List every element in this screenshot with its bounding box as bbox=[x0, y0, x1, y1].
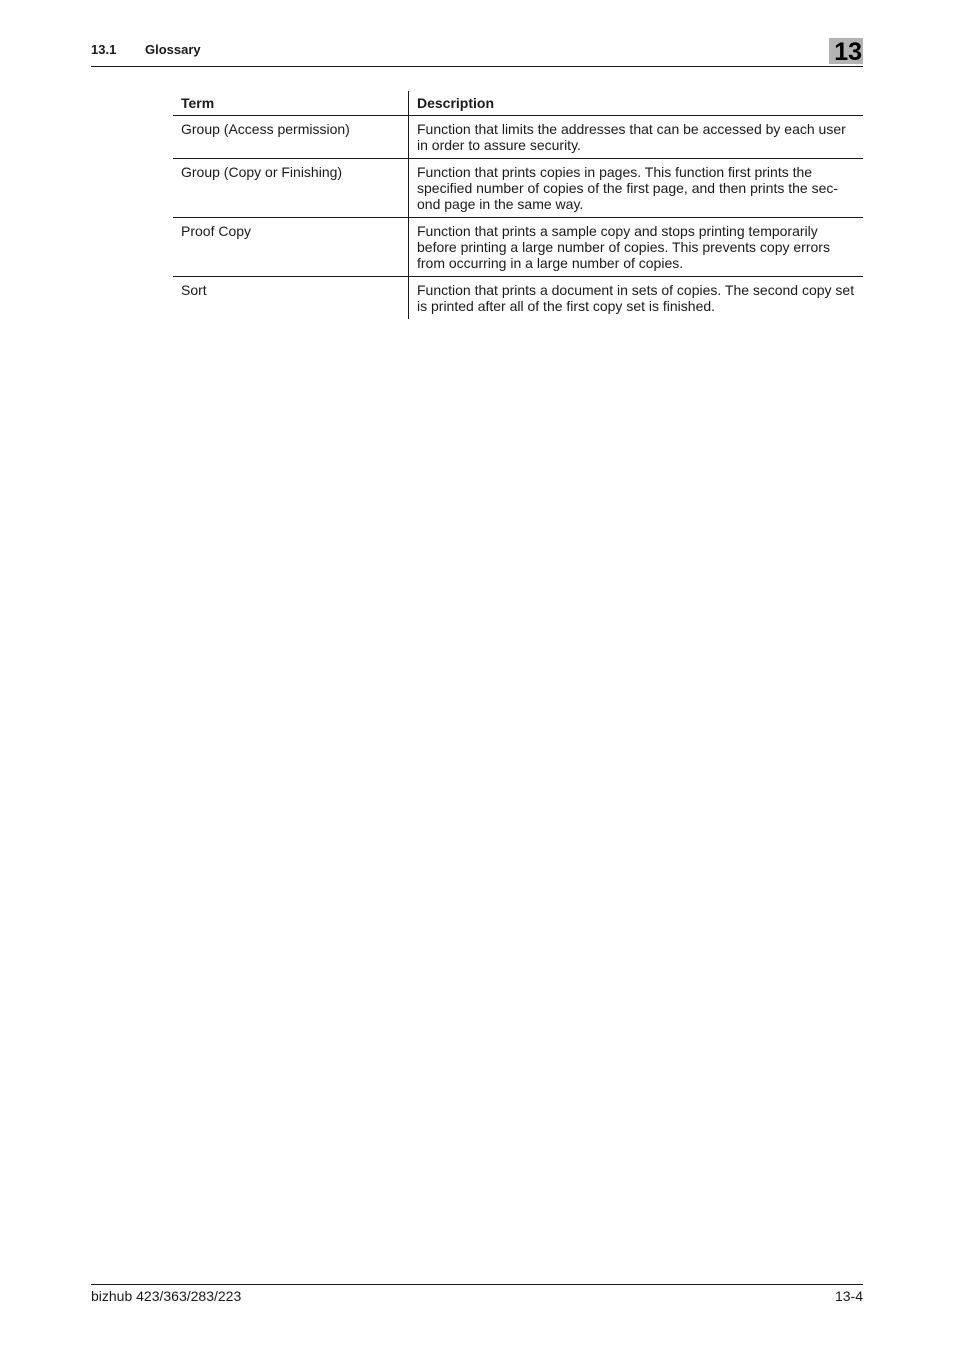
table-row bbox=[173, 159, 863, 218]
table-row bbox=[173, 116, 863, 159]
product-name: bizhub 423/363/283/223 bbox=[91, 1288, 242, 1304]
section-number: 13.1 bbox=[91, 42, 117, 57]
term-cell: Group (Copy or Finishing) bbox=[173, 159, 409, 218]
page-footer bbox=[91, 1284, 863, 1304]
page-header bbox=[91, 38, 863, 67]
term-cell: Proof Copy bbox=[173, 218, 409, 277]
page-number: 13-4 bbox=[834, 1288, 863, 1304]
glossary-table bbox=[173, 91, 863, 319]
table-row bbox=[173, 277, 863, 320]
table-row bbox=[173, 218, 863, 277]
section-title: Glossary bbox=[145, 42, 201, 57]
table-header-row bbox=[173, 91, 863, 116]
term-cell: Group (Access permission) bbox=[173, 116, 409, 159]
column-header-term: Term bbox=[173, 91, 409, 116]
description-cell: Function that prints a sample copy and stops printing temporarily before printing a large number of copies. This prevents copy errors from occurring in a large number of copies. bbox=[409, 218, 864, 277]
term-cell: Sort bbox=[173, 277, 409, 320]
description-cell: Function that limits the addresses that can be accessed by each user in order to assure security. bbox=[409, 116, 864, 159]
description-cell: Function that prints a document in sets of copies. The second copy set is printed after all of the first copy set is finished. bbox=[417, 282, 855, 314]
column-header-description: Description bbox=[409, 91, 864, 116]
chapter-number-badge: 13 bbox=[829, 38, 863, 64]
description-cell: Function that prints copies in pages. This function first prints the specified number of copies of the first page, and then prints the sec-ond page in the same way. bbox=[409, 159, 864, 218]
